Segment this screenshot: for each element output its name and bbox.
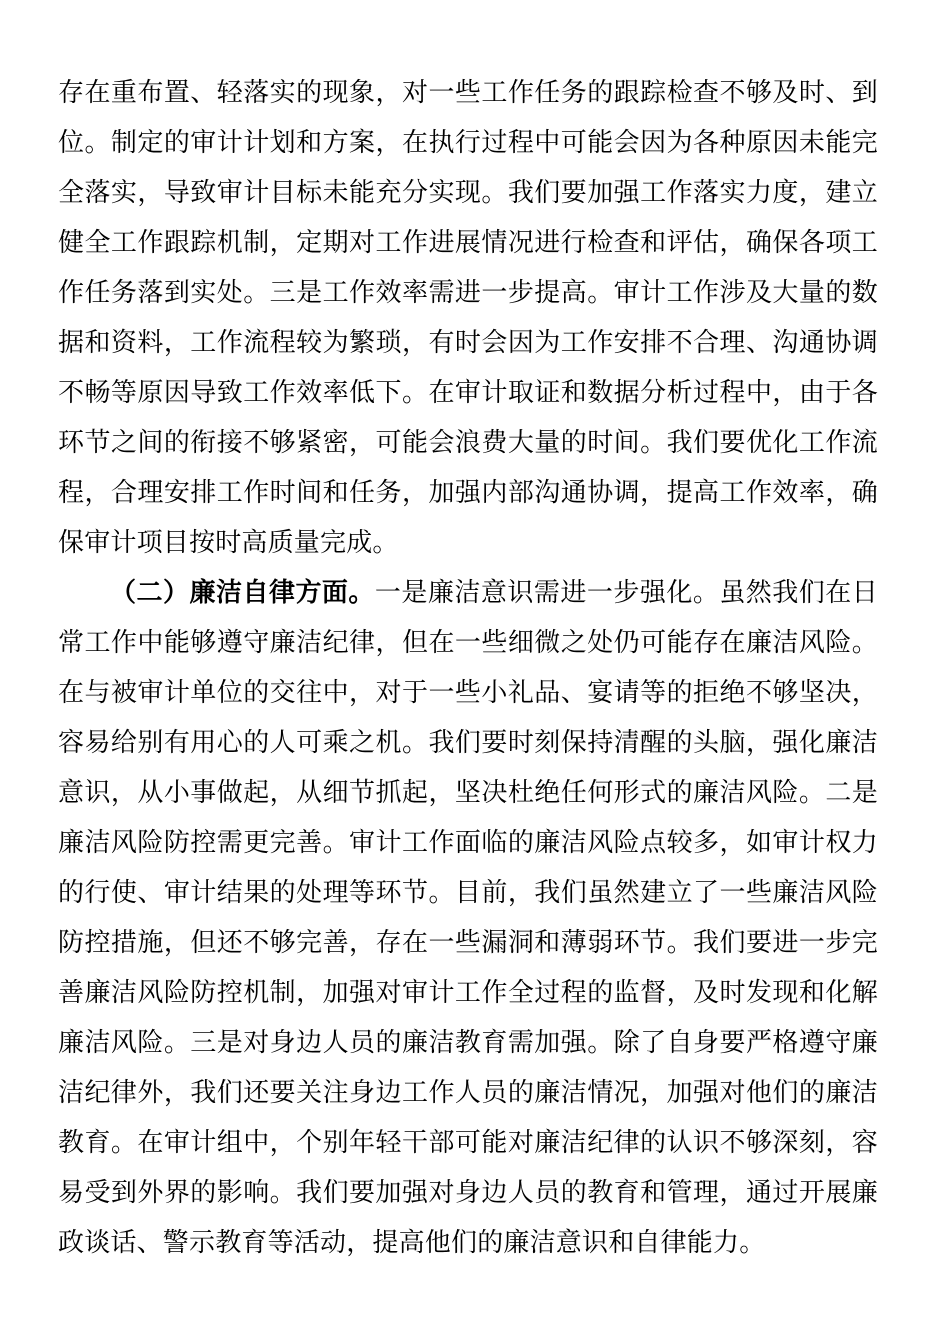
section-heading: （二）廉洁自律方面。: [110, 578, 375, 608]
paragraph-continued: 存在重布置、轻落实的现象，对一些工作任务的跟踪检查不够及时、到位。制定的审计计划和方案，在执行过程中可能会因为各种原因未能完全落实，导致审计目标未能充分实现。我们要加强工作落实力度，建立健全工作跟踪机制，定期对工作进展情况进行检查和评估，确保各项工作任务落到实处。三是工作效率需进一步提高。审计工作涉及大量的数据和资料，工作流程较为繁琐，有时会因为工作安排不合理、沟通协调不畅等原因导致工作效率低下。在审计取证和数据分析过程中，由于各环节之间的衔接不够紧密，可能会浪费大量的时间。我们要优化工作流程，合理安排工作时间和任务，加强内部沟通协调，提高工作效率，确保审计项目按时高质量完成。: [58, 78, 878, 558]
document-body: [58, 68, 878, 1268]
section-body-text: 一是廉洁意识需进一步强化。虽然我们在日常工作中能够遵守廉洁纪律，但在一些细微之处仍可能存在廉洁风险。在与被审计单位的交往中，对于一些小礼品、宴请等的拒绝不够坚决，容易给别有用心的人可乘之机。我们要时刻保持清醒的头脑，强化廉洁意识，从小事做起，从细节抓起，坚决杜绝任何形式的廉洁风险。二是廉洁风险防控需更完善。审计工作面临的廉洁风险点较多，如审计权力的行使、审计结果的处理等环节。目前，我们虽然建立了一些廉洁风险防控措施，但还不够完善，存在一些漏洞和薄弱环节。我们要进一步完善廉洁风险防控机制，加强对审计工作全过程的监督，及时发现和化解廉洁风险。三是对身边人员的廉洁教育需加强。除了自身要严格遵守廉洁纪律外，我们还要关注身边工作人员的廉洁情况，加强对他们的廉洁教育。在审计组中，个别年轻干部可能对廉洁纪律的认识不够深刻，容易受到外界的影响。我们要加强对身边人员的教育和管理，通过开展廉政谈话、警示教育等活动，提高他们的廉洁意识和自律能力。: [58, 578, 878, 1258]
paragraph-integrity-section: [58, 568, 878, 1268]
